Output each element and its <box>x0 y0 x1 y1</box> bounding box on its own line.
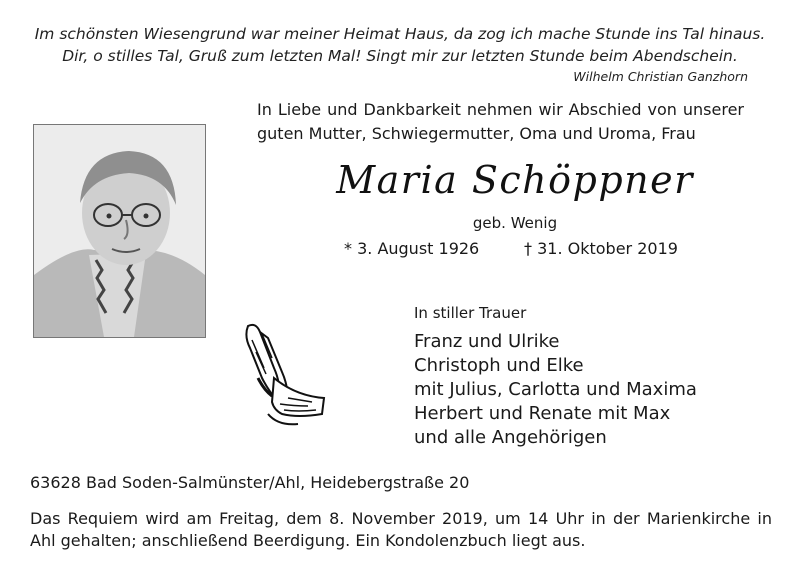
quote-line-2: Dir, o stilles Tal, Gruß zum letzten Mal! Singt mir zur letzten Stunde beim Abendschein. <box>62 47 738 65</box>
intro-line-2: guten Mutter, Schwiegermutter, Oma und Uroma, Frau <box>257 124 696 143</box>
praying-hands-icon <box>238 318 330 428</box>
intro-line-1: In Liebe und Dankbarkeit nehmen wir Abschied von unserer <box>257 100 744 119</box>
service-notice-line-2: Ahl gehalten; anschließend Beerdigung. Ein Kondolenzbuch liegt aus. <box>30 531 586 550</box>
mourner-list <box>414 330 697 450</box>
mourning-label: In stiller Trauer <box>414 304 527 322</box>
mourner-line: Herbert und Renate mit Max <box>414 403 671 424</box>
deceased-name: Maria Schöppner <box>336 158 694 202</box>
service-notice-line-1: Das Requiem wird am Freitag, dem 8. November 2019, um 14 Uhr in der Marienkirche in <box>30 509 772 528</box>
maiden-name: geb. Wenig <box>472 214 558 232</box>
portrait-photo <box>33 124 206 338</box>
family-address: 63628 Bad Soden-Salmünster/Ahl, Heidebergstraße 20 <box>30 473 470 492</box>
portrait-image <box>34 125 205 337</box>
death-date: † 31. Oktober 2019 <box>524 239 678 258</box>
birth-date: * 3. August 1926 <box>344 239 480 258</box>
mourner-line: und alle Angehörigen <box>414 427 607 448</box>
quote-author: Wilhelm Christian Ganzhorn <box>573 69 748 84</box>
quote-line-1: Im schönsten Wiesengrund war meiner Heimat Haus, da zog ich mache Stunde ins Tal hinaus. <box>34 25 766 43</box>
mourner-line: mit Julius, Carlotta und Maxima <box>414 379 697 400</box>
mourner-line: Christoph und Elke <box>414 355 584 376</box>
mourner-line: Franz und Ulrike <box>414 331 560 352</box>
